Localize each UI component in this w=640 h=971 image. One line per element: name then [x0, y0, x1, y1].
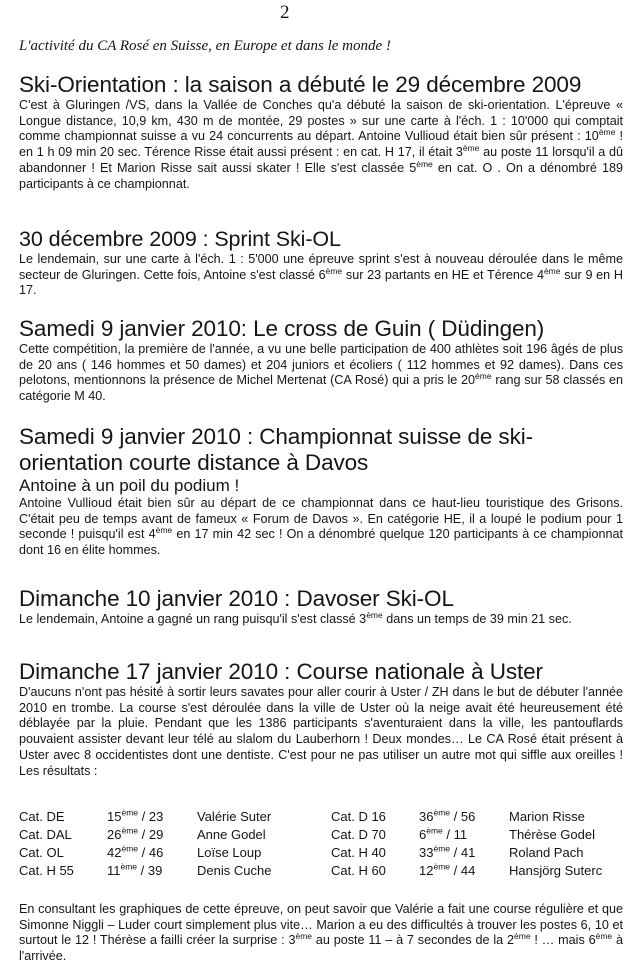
result-category: Cat. D 16	[331, 809, 386, 824]
result-category: Cat. DE	[19, 809, 65, 824]
section-heading: Samedi 9 janvier 2010: Le cross de Guin ( Düdingen)	[19, 316, 545, 341]
page-subtitle: L'activité du CA Rosé en Suisse, en Europe et dans le monde !	[19, 38, 391, 54]
result-rank: 11ème / 39	[107, 861, 163, 878]
section-ski-orientation	[19, 72, 623, 192]
result-athlete: Loïse Loup	[197, 845, 262, 860]
section-heading: 30 décembre 2009 : Sprint Ski-OL	[19, 227, 341, 251]
result-athlete: Marion Risse	[509, 809, 585, 824]
section-championnat-davos	[19, 424, 623, 559]
section-body: Le lendemain, Antoine a gagné un rang puisqu'il s'est classé 3ème dans un temps de 39 min 21 sec.	[19, 609, 572, 626]
result-athlete: Valérie Suter	[197, 809, 272, 824]
closing-paragraph-block	[19, 902, 623, 965]
section-body: C'est à Gluringen /VS, dans la Vallée de Conches qu'a débuté la saison de ski-orientation. L'épreuve « Longue distance, 10,9 km, 430 m de montée, 29 postes » sur une carte à l'éch. 1 : 10'000 qui comptait comme championnat suisse a vu 24 concurrents au départ. Antoine Vullioud était bien sûr présent : 10ème ! en 1 h 09 min 20 sec. Térence Risse était aussi présent : en cat. H 17, il était 3ème au poste 11 lorsqu'il a dû abandonner ! Et Marion Risse sait aussi skater ! Elle s'est classée 5ème en cat. O . On a dénombré 189 participants à ce championnat.	[19, 98, 624, 191]
section-heading: Dimanche 10 janvier 2010 : Davoser Ski-OL	[19, 586, 454, 611]
result-athlete: Anne Godel	[197, 827, 266, 842]
result-rank: 15ème / 23	[107, 807, 164, 824]
section-heading: Dimanche 17 janvier 2010 : Course nationale à Uster	[19, 659, 543, 684]
section-body: Cette compétition, la première de l'année, a vu une belle participation de 400 athlètes soit 196 âgés de plus de 20 ans ( 146 hommes et 50 dames) et 204 juniors et écoliers ( 112 hommes et 92 dames). Dans ces pelotons, mentionnons la présence de Michel Mertenat (CA Rosé) qui a pris le 20ème rang sur 58 classés en catégorie M 40.	[19, 342, 623, 404]
result-athlete: Thérèse Godel	[509, 827, 595, 842]
result-rank: 42ème / 46	[107, 843, 164, 860]
section-course-uster	[19, 659, 623, 779]
section-body: D'aucuns n'ont pas hésité à sortir leurs savates pour aller courir à Uster / ZH dans le but de débuter l'année 2010 en trombe. La course s'est déroulée dans la ville de Uster où la neige avait été heureusement été déblayée par la pluie. Pendant que les 1386 participants s'aventuraient dans la ville, les pantouflards pouvaient assister devant leur télé au slalom du Lauberhorn ! Deux mondes… Le CA Rosé était présent à Uster avec 8 occidentistes dont une dentiste. C'est pour ne pas utiliser un autre mot qui siffle aux oreilles ! Les résultats :	[19, 685, 623, 778]
result-category: Cat. H 55	[19, 863, 74, 878]
result-rank: 26ème / 29	[107, 825, 164, 842]
closing-paragraph: En consultant les graphiques de cette épreuve, on peut savoir que Valérie a fait une course régulière et que Simonne Niggli – Luder court simplement plus vite… Marion a eu des difficultés à trouver les postes 6, 10 et surtout le 12 ! Thérèse a failli créer la surprise : 3ème au poste 11 – à 7 secondes de la 2ème ! … mais 6ème à l'arrivée.	[19, 902, 623, 964]
section-subheading: Antoine à un poil du podium !	[19, 476, 240, 495]
result-athlete: Roland Pach	[509, 845, 584, 860]
result-category: Cat. OL	[19, 845, 64, 860]
result-category: Cat. H 40	[331, 845, 386, 860]
section-heading: Ski-Orientation : la saison a débuté le 29 décembre 2009	[19, 72, 582, 97]
result-category: Cat. DAL	[19, 827, 72, 842]
section-davoser-ski-ol	[19, 586, 623, 628]
section-body: Antoine Vullioud était bien sûr au départ de ce championnat dans ce haut-lieu touristique des Grisons. C'était peu de temps avant de fameux « Forum de Davos ». En catégorie HE, il a loupé le podium pour 1 seconde ! puisqu'il est 4ème en 17 min 42 sec ! On a dénombré quelque 120 participants à ce championnat dont 16 en élite hommes.	[19, 496, 623, 558]
page-number: 2	[280, 2, 290, 23]
section-body: Le lendemain, sur une carte à l'éch. 1 : 5'000 une épreuve sprint s'est à nouveau déroulée dans le même secteur de Gluringen. Cette fois, Antoine s'est classé 6ème sur 23 partants en HE et Térence 4ème sur 9 en H 17.	[19, 252, 623, 298]
result-rank: 6ème / 11	[419, 825, 468, 842]
result-athlete: Denis Cuche	[197, 863, 272, 878]
result-rank: 12ème / 44	[419, 861, 476, 878]
section-heading: Samedi 9 janvier 2010 : Championnat suisse de ski-orientation courte distance à Davos	[19, 424, 534, 475]
section-cross-guin	[19, 316, 623, 405]
result-rank: 36ème / 56	[419, 807, 476, 824]
result-category: Cat. D 70	[331, 827, 386, 842]
result-athlete: Hansjörg Suterc	[509, 863, 603, 878]
result-category: Cat. H 60	[331, 863, 386, 878]
result-rank: 33ème / 41	[419, 843, 476, 860]
section-sprint-ski-ol	[19, 227, 623, 299]
